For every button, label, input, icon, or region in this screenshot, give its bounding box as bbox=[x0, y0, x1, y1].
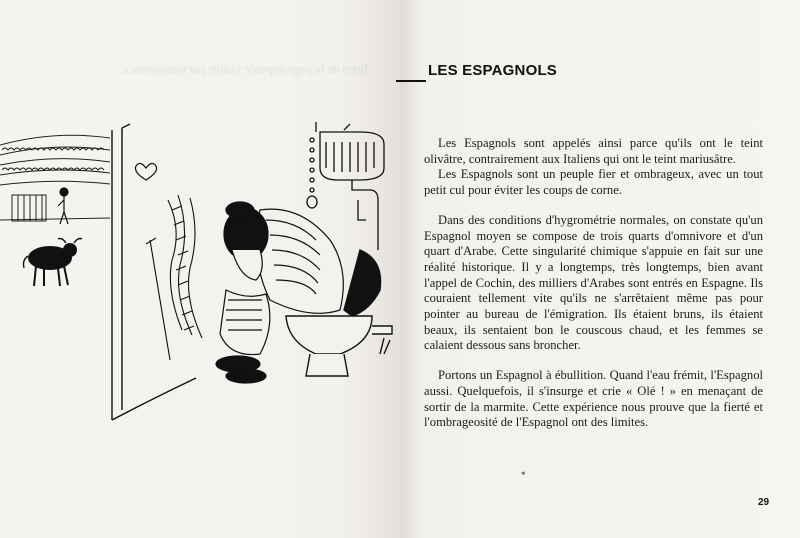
paragraph: Les Espagnols sont un peuple fier et ombrageux, avec un tout petit cul pour éviter les coups de corne. bbox=[424, 167, 763, 198]
bleed-through-text: Texte de la page opposée visible par transparence. bbox=[119, 62, 370, 76]
end-mark: * bbox=[521, 470, 526, 480]
heart-icon bbox=[135, 163, 156, 180]
cartoon-illustration bbox=[0, 110, 400, 430]
title-rule bbox=[396, 80, 426, 82]
body-text bbox=[424, 136, 763, 431]
bull-figure bbox=[24, 239, 83, 287]
bullring-stands bbox=[0, 135, 110, 220]
swords-and-capes bbox=[146, 195, 202, 360]
paragraph: Les Espagnols sont appelés ainsi parce qu'ils ont le teint olivâtre, contrairement aux Italiens qui ont le teint mariusâtre. bbox=[424, 136, 763, 166]
paragraph: Dans des conditions d'hygrométrie normales, on constate qu'un Espagnol moyen se compose de trois quarts d'omnivore et d'un quart d'Arabe. Cette singularité chimique s'appuie en fait sur une réalité historique. Il y a longtemps, très longtemps, bien avant l'appel de Cochin, des milliers d'Arabes sont entrés en Espagne. Ils couraient tellement vite qu'ils ne s'arrêtaient même pas pour pointer au bureau de l'émigration. Ils étaient bruns, ils étaient beaux, ils sentaient bon le couscous chaud, et les femmes se calaient dessous sans broncher. bbox=[424, 212, 763, 353]
door-frame bbox=[112, 124, 196, 420]
barrier bbox=[12, 195, 46, 221]
chapter-title: LES ESPAGNOLS bbox=[428, 62, 558, 79]
paragraph: Portons un Espagnol à ébullition. Quand l'eau frémit, l'Espagnol aussi. Quelquefois, il s'insurge et crie « Olé ! » en menaçant de sortir de la marmite. Cette expérience nous prouve que la fierté et l'ombrageosité de l'Espagnol ont des limites. bbox=[424, 368, 763, 430]
page-number: 29 bbox=[758, 497, 770, 508]
